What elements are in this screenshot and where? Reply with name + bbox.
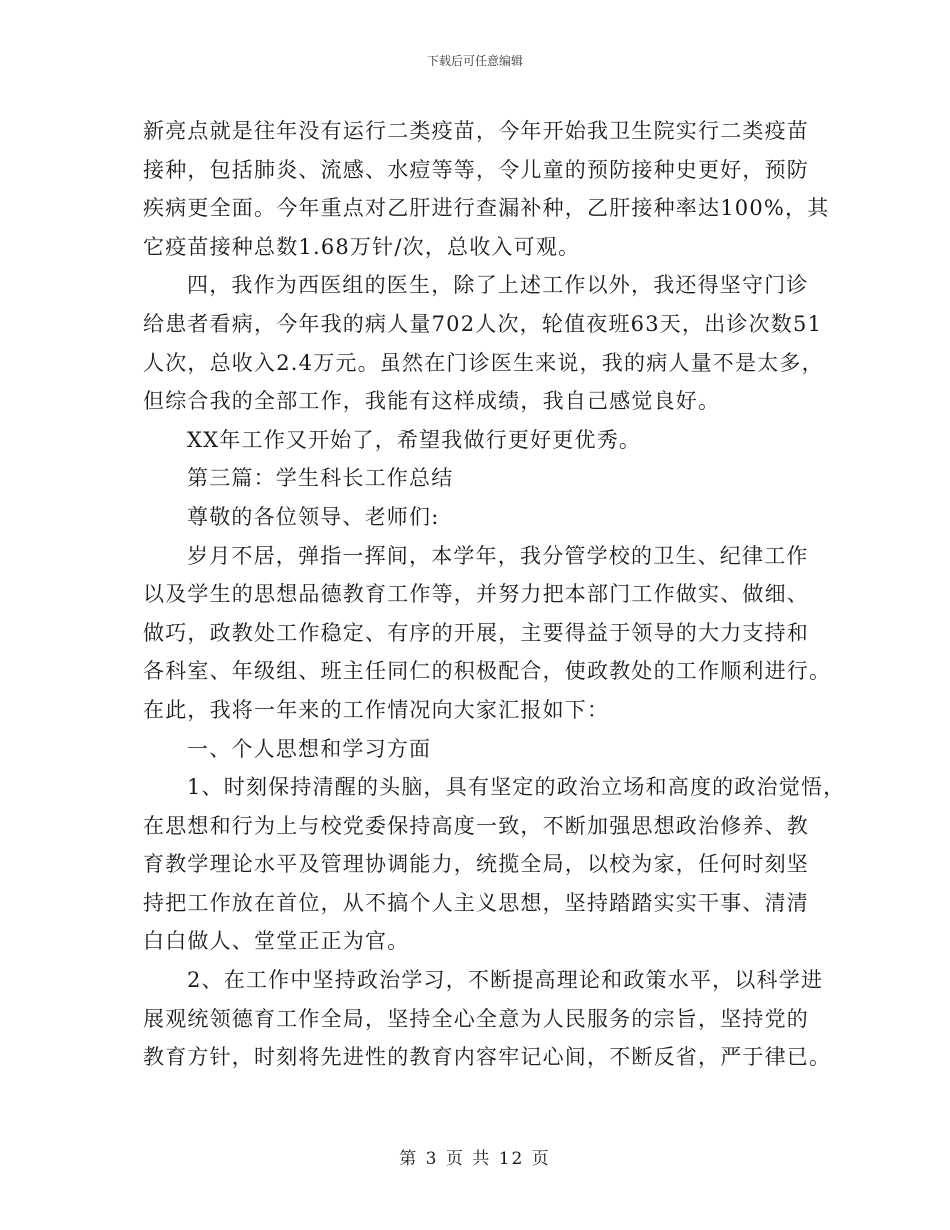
section-title: 第三篇：学生科长工作总结 xyxy=(187,466,454,491)
text-line: 育教学理论水平及管理协调能力，统揽全局，以校为家，任何时刻坚 xyxy=(143,852,809,877)
text-line: 在此，我将一年来的工作情况向大家汇报如下： xyxy=(143,697,610,722)
text-line: 给患者看病，今年我的病人量702人次，轮值夜班63天，出诊次数51 xyxy=(143,311,823,336)
text-line: XX年工作又开始了，希望我做行更好更优秀。 xyxy=(187,427,642,452)
text-line: 接种，包括肺炎、流感、水痘等等，令儿童的预防接种史更好，预防 xyxy=(143,157,809,182)
page-number: 第 3 页 共 12 页 xyxy=(399,1149,551,1169)
text-line: 教育方针，时刻将先进性的教育内容牢记心间，不断反省，严于律已。 xyxy=(143,1045,832,1070)
text-line: 它疫苗接种总数1.68万针/次，总收入可观。 xyxy=(143,234,581,259)
text-line: 展观统领德育工作全局，坚持全心全意为人民服务的宗旨，坚持党的 xyxy=(143,1006,809,1031)
text-line: 以及学生的思想品德教育工作等，并努力把本部门工作做实、做细、 xyxy=(143,582,809,607)
document-body xyxy=(143,112,846,1077)
text-line: 岁月不居，弹指一挥间，本学年，我分管学校的卫生、纪律工作 xyxy=(187,543,809,568)
text-line: 新亮点就是往年没有运行二类疫苗，今年开始我卫生院实行二类疫苗 xyxy=(143,119,809,143)
text-line: 在思想和行为上与校党委保持高度一致，不断加强思想政治修养、教 xyxy=(143,813,809,838)
text-line: 2、在工作中坚持政治学习，不断提高理论和政策水平，以科学进 xyxy=(187,968,824,993)
text-line: 1、时刻保持清醒的头脑，具有坚定的政治立场和高度的政治觉悟， xyxy=(187,775,846,800)
text-line: 但综合我的全部工作，我能有这样成绩，我自己感觉良好。 xyxy=(143,389,721,414)
text-line: 四，我作为西医组的医生，除了上述工作以外，我还得坚守门诊 xyxy=(187,273,809,298)
page-header-note: 下载后可任意编辑 xyxy=(426,54,523,68)
text-line: 做巧，政教处工作稳定、有序的开展，主要得益于领导的大力支持和 xyxy=(143,620,809,645)
text-line: 各科室、年级组、班主任同仁的积极配合，使政教处的工作顺利进行。 xyxy=(143,659,832,684)
subsection-title: 一、个人思想和学习方面 xyxy=(187,736,432,761)
salutation: 尊敬的各位领导、老师们: xyxy=(187,504,440,529)
text-line: 白白做人、堂堂正正为官。 xyxy=(143,929,410,954)
text-line: 持把工作放在首位，从不搞个人主义思想，坚持踏踏实实干事、清清 xyxy=(143,890,809,915)
text-line: 人次，总收入2.4万元。虽然在门诊医生来说，我的病人量不是太多， xyxy=(143,350,824,375)
text-line: 疾病更全面。今年重点对乙肝进行查漏补种，乙肝接种率达100%，其 xyxy=(143,196,830,221)
